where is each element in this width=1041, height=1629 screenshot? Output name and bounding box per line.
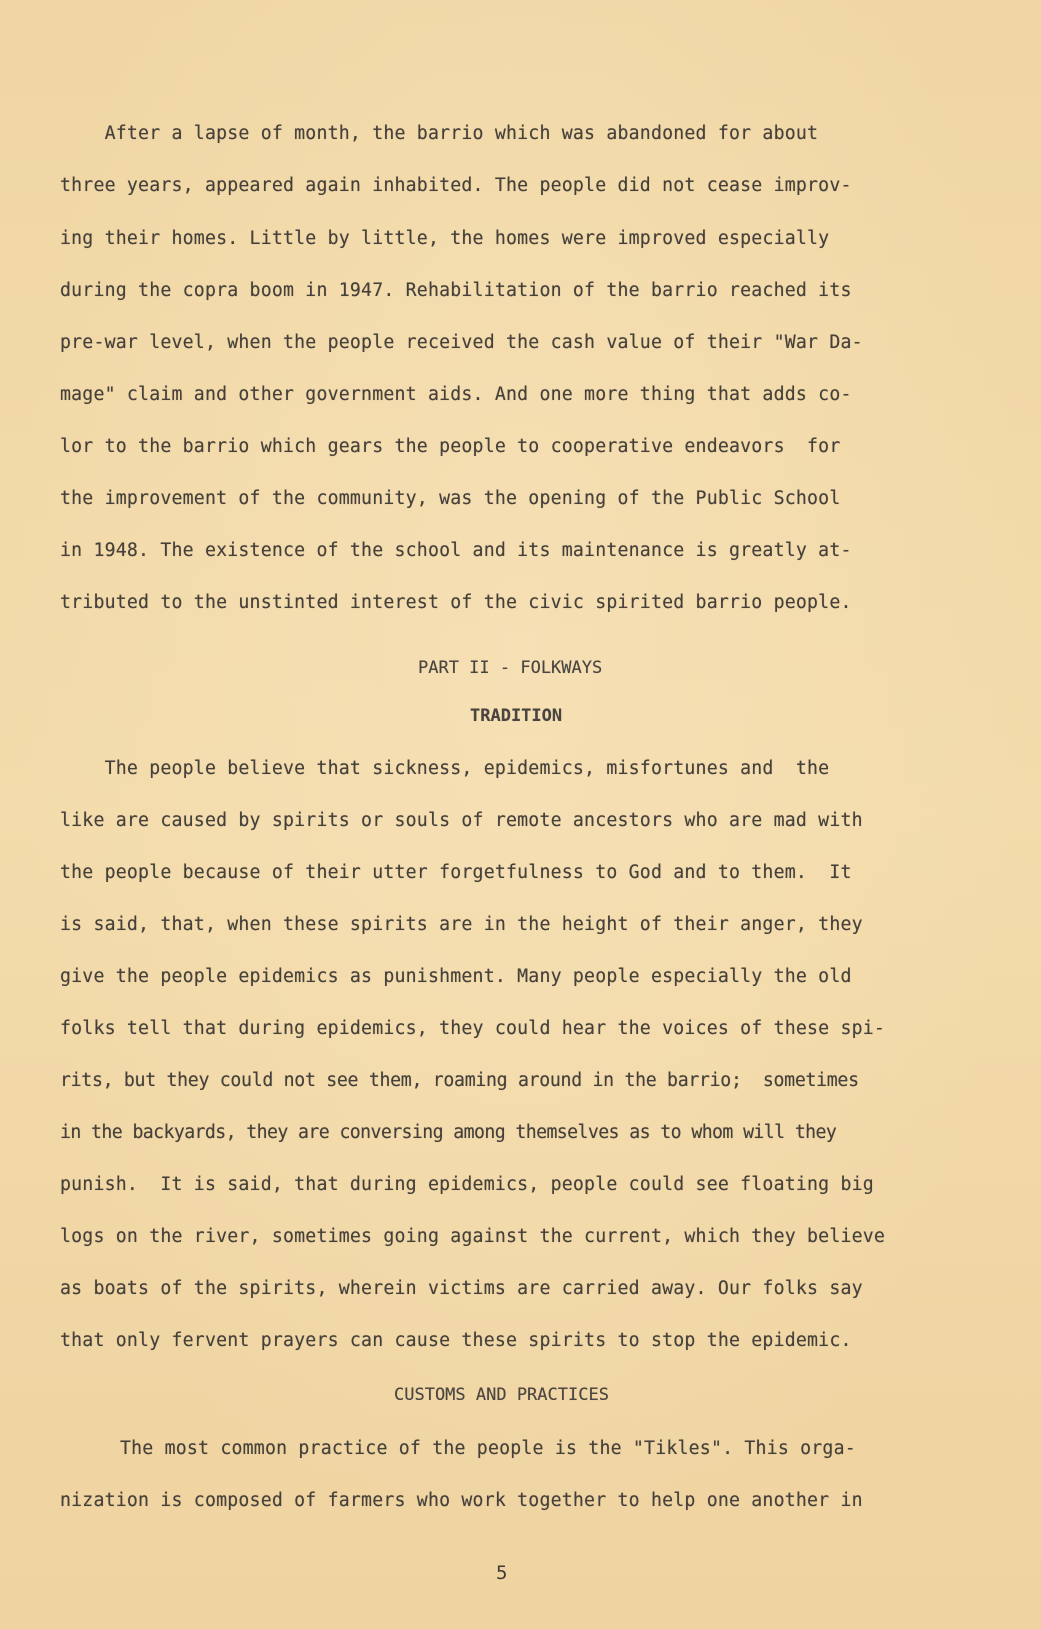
text-line: pre-war level, when the people received the cash value of their "War Da- [60,332,863,353]
text-line: logs on the river, sometimes going against the current, which they believe [60,1226,886,1247]
text-line: during the copra boom in 1947. Rehabilitation of the barrio reached its [60,280,852,301]
text-line: lor to the barrio which gears the people to cooperative endeavors for [60,436,841,457]
text-line: folks tell that during epidemics, they could hear the voices of these spi- [60,1018,886,1039]
page-number: 5 [496,1562,508,1584]
text-line: tributed to the unstinted interest of the civic spirited barrio people. [60,592,852,613]
customs-heading: CUSTOMS AND PRACTICES [394,1385,609,1405]
text-line: is said, that, when these spirits are in the height of their anger, they [60,914,863,935]
text-line: The most common practice of the people is the "Tikles". This orga- [120,1438,856,1459]
text-line: punish. It is said, that during epidemics, people could see floating big [60,1174,874,1195]
text-line: The people believe that sickness, epidemics, misfortunes and the [60,758,830,779]
text-line: nization is composed of farmers who work together to help one another in [60,1490,863,1511]
part-heading: PART II - FOLKWAYS [418,658,603,678]
text-line: rits, but they could not see them, roaming around in the barrio; sometimes [60,1070,859,1091]
text-line: as boats of the spirits, wherein victims are carried away. Our folks say [60,1278,863,1299]
text-line: three years, appeared again inhabited. The people did not cease improv- [60,175,852,196]
text-line: the improvement of the community, was the opening of the Public School [60,488,841,509]
tradition-heading: TRADITION [470,706,563,726]
text-line: that only fervent prayers can cause these spirits to stop the epidemic. [60,1330,852,1351]
text-line: After a lapse of month, the barrio which was abandoned for about [60,123,819,144]
text-line: ing their homes. Little by little, the homes were improved especially [60,228,830,249]
text-line: in 1948. The existence of the school and its maintenance is greatly at- [60,540,852,561]
text-line: in the backyards, they are conversing among themselves as to whom will they [60,1122,837,1143]
text-line: the people because of their utter forgetfulness to God and to them. It [60,862,852,883]
text-line: give the people epidemics as punishment. Many people especially the old [60,966,852,987]
text-line: mage" claim and other government aids. And one more thing that adds co- [60,384,852,405]
text-line: like are caused by spirits or souls of remote ancestors who are mad with [60,810,863,831]
